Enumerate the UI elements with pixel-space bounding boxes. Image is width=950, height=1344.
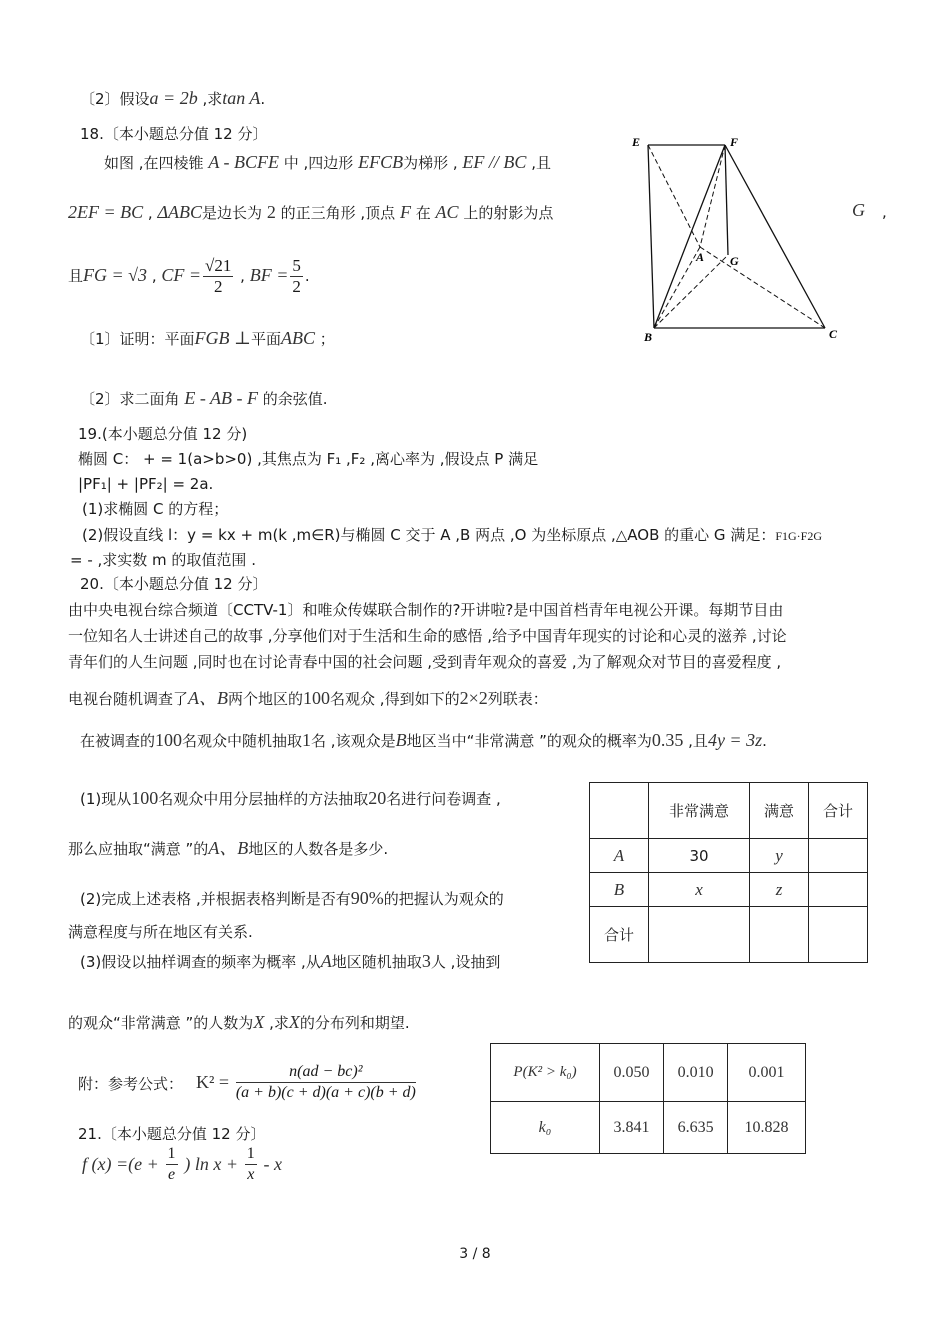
q20-para2: 一位知名人士讲述自己的故事 ,分享他们对于生活和生命的感悟 ,给予中国青年现实的讨论和心灵的滋养 ,讨论 [68,627,787,645]
table-row: B x z [590,873,868,907]
q19-line3: (1)求椭圆 C 的方程； [82,500,229,518]
contingency-table [589,782,868,963]
edge-bg [654,255,728,328]
q18-comma: , [882,203,887,221]
q20-sub2-line2: 满意程度与所在地区有关系. [68,923,253,941]
edge-fa [700,145,725,247]
edge-eb [648,145,654,328]
q18-line3: 且FG = √3 , CF = $\frac{√21}{2}$ , BF = $\frac{5}{2}$ . [68,256,310,296]
table-row: 合计 [590,907,868,963]
q18-header: 18.〔本小题总分值 12 分〕 [80,125,268,143]
q20-header: 20.〔本小题总分值 12 分〕 [80,575,268,593]
q17-part2-line: 〔2〕假设a = 2b ,求tan A. [80,88,266,108]
critical-value-table [490,1043,806,1154]
table-row: P(K² > k₀) 0.050 0.010 0.001 [491,1044,806,1102]
k2-formula: K² = $\frac{\text{n(ad − bc)²}}{(a + b)(c + d)(a + c)(b + d)}$ [196,1063,416,1101]
q19-header: 19.(本小题总分值 12 分) [78,425,248,443]
q19-line2: |PF₁| + |PF₂| = 2a. [78,475,214,493]
q19-line4: (2)假设直线 l：y = kx + m(k ,m∈R)与椭圆 C 交于 A ,B 两点 ,O 为坐标原点 ,△AOB 的重心 G 满足：F1G·F2G [82,526,823,544]
q18-line2: 2EF = BC , ΔABC是边长为 2 的正三角形 ,顶点 F 在 AC 上的射影为点 [68,202,554,222]
edge-ac [700,247,825,328]
edge-fc [725,145,825,328]
q18-point-g: G [852,200,865,220]
q20-para4: 电视台随机调查了A、B两个地区的100名观众 ,得到如下的2×2列联表： [68,688,548,708]
table-row: k₀ 3.841 6.635 10.828 [491,1102,806,1154]
label-b: B [644,330,653,344]
label-g: G [730,254,739,268]
label-e: E [632,135,641,149]
table-row: A 30 y [590,839,868,873]
q20-sub3-line2: 的观众“非常满意 ”的人数为X ,求X的分布列和期望. [68,1012,410,1032]
q20-sub1-line2: 那么应抽取“满意 ”的A、B地区的人数各是多少. [68,838,389,858]
q20-para3: 青年们的人生问题 ,同时也在讨论青春中国的社会问题 ,受到青年观众的喜爱 ,为了解观众对节目的喜爱程度 , [68,653,782,671]
bf-fraction: $\frac{5}{2}$ [292,256,301,296]
q18-line1: 如图 ,在四棱锥 A - BCFE 中 ,四边形 EFCB为梯形 , EF // BC ,且 [104,152,551,172]
edge-fb [654,145,725,328]
label-c: C [829,327,838,341]
q20-sub1: (1)现从100名观众中用分层抽样的方法抽取20名进行问卷调查 , [80,788,501,808]
edge-ea [648,145,700,247]
q20-sub2: (2)完成上述表格 ,并根据表格判断是否有90%的把握认为观众的 [80,888,504,908]
formula-label: 附：参考公式： [78,1075,184,1093]
label-a: A [696,250,705,264]
edge-ba [654,247,700,328]
q20-sub3: (3)假设以抽样调查的频率为概率 ,从A地区随机抽取3人 ,设抽到 [80,951,501,971]
label-f: F [730,135,739,149]
q19-line5: = - ,求实数 m 的取值范围 . [70,551,256,569]
cf-fraction: $\frac{√21}{2}$ [205,256,232,296]
q19-line1: 椭圆 C： + = 1(a>b>0) ,其焦点为 F₁ ,F₂ ,离心率为 ,假设点 P 满足 [78,450,539,468]
q18-part1: 〔1〕证明：平面FGB ⊥平面ABC ； [80,328,335,348]
q20-para5: 在被调查的100名观众中随机抽取1名 ,该观众是B地区当中“非常满意 ”的观众的概率为0.35 ,且4y = 3z. [80,730,767,750]
q21-function: f (x) =(e + $\frac{1}{e}$ ) ln x + $\frac{1}{x}$ - x [82,1145,283,1183]
q21-header: 21.〔本小题总分值 12 分〕 [78,1125,266,1143]
q20-para1: 由中央电视台综合频道〔CCTV-1〕和唯众传媒联合制作的?开讲啦?是中国首档青年电视公开课。每期节目由 [68,601,784,619]
edge-fg [725,145,728,255]
table-row: 非常满意 满意 合计 [590,783,868,839]
q18-part2: 〔2〕求二面角 E - AB - F 的余弦值. [80,388,328,408]
page-number: 3 / 8 [459,1246,491,1262]
pyramid-figure [620,130,850,345]
